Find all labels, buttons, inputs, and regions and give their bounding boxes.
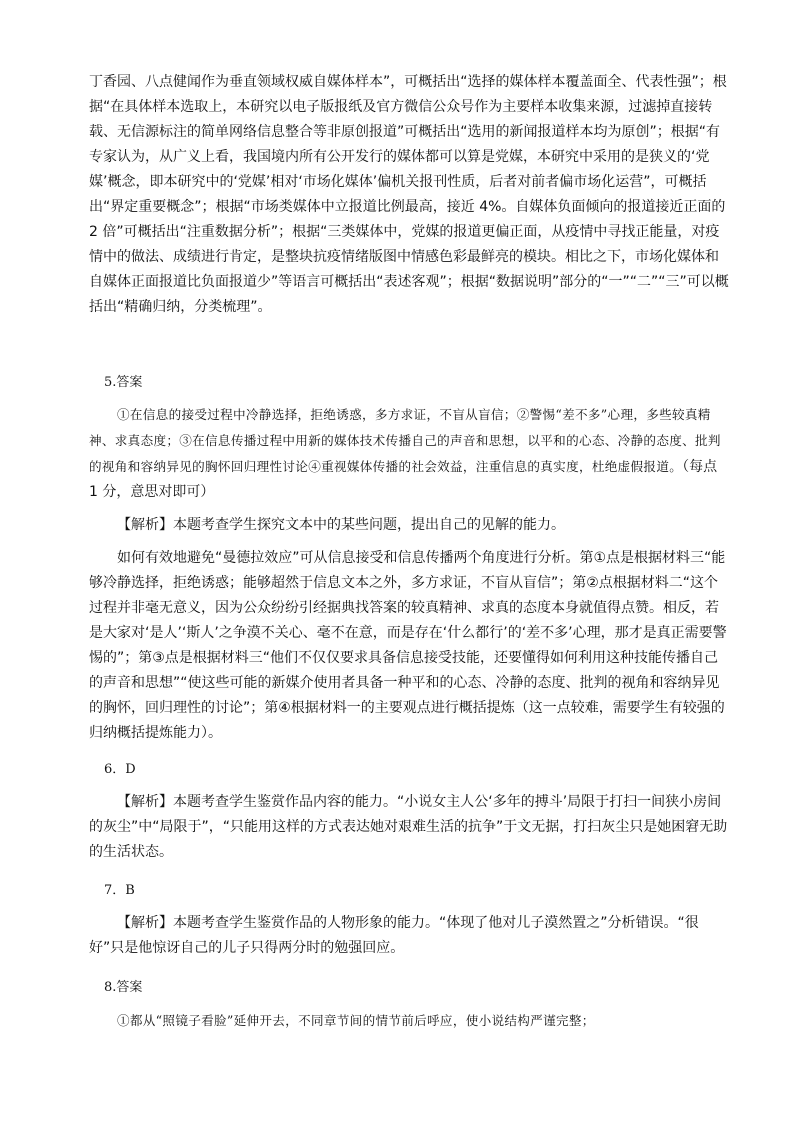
paragraph-methods-summary: 丁香园、八点健闻作为垂直领域权威自媒体样本”，可概括出“选择的媒体样本覆盖面全、代表性强”；根据“在具体样本选取上，本研究以电子版报纸及官方微信公众号作为主要样本收集来源，过滤掉直接转载、无信源标注的简单网络信息整合等非原创报道”可概括出“选用的新闻报道样本均为原创”；根据“有专家认为，从广义上看，我国境内所有公开发行的媒体都可以算是党媒，本研究中采用的是狭义的‘党媒’概念，即本研究中的‘党媒’相对‘市场化媒体’偏机关报刊性质，后者对前者偏市场化运营”，可概括出“界定重要概念”；根据“市场类媒体中立报道比例最高，接近 4%。自媒体负面倾向的报道接近正面的 2 倍”可概括出“注重数据分析”；根据“三类媒体中，党媒的报道更偏正面，从疫情中寻找正能量，对疫情中的做法、成绩进行肯定，是整块抗疫情绪版图中情感色彩最鲜亮的模块。相比之下，市场化媒体和自媒体正面报道比负面报道少”等语言可概括出“表述客观”；根据“数据说明”部分的“一”“二”“三”可以概括出“精确归纳，分类梳理”。 (89, 74, 729, 315)
question-5-answer (89, 402, 729, 505)
question-5-score-note: （每点 1 分，意思对即可） (89, 459, 718, 500)
question-7-answer: 7．B (104, 883, 135, 898)
question-8-answer: ①都从“照镜子看脸”延伸开去，不同章节间的情节前后呼应，使小说结构严谨完整； (117, 1013, 595, 1028)
question-6-answer: 6．D (104, 762, 136, 777)
question-5-answer-text: ①在信息的接受过程中冷静选择，拒绝诱惑，多方求证，不盲从盲信；②警惕“差不多”心理，多些较真精神、求真态度；③在信息传播过程中用新的媒体技术传播自己的声音和思想，以平和的心态、冷静的态度、批判的视角和容纳异见的胸怀回归理性讨论④重视媒体传播的社会效益，注重信息的真实度，杜绝虚假报道。 (89, 407, 721, 474)
question-5-analysis-intro: 【解析】本题考查学生探究文本中的某些问题，提出自己的见解的能力。 (117, 517, 565, 533)
question-8-heading: 8.答案 (104, 980, 143, 995)
question-5-heading: 5.答案 (104, 375, 143, 390)
question-5-analysis-body: 如何有效地避免“曼德拉效应”可从信息接受和信息传播两个角度进行分析。第①点是根据材料三“能够冷静选择，拒绝诱惑；能够超然于信息文本之外，多方求证，不盲从盲信”；第②点根据材料二“这个过程并非毫无意义，因为公众纷纷引经据典找答案的较真精神、求真的态度本身就值得点赞。相反，若是大家对‘是人’‘斯人’之争漠不关心、毫不在意，而是存在‘什么都行’的‘差不多’心理，那才是真正需要警惕的”；第③点是根据材料三“他们不仅仅要求具备信息接受技能，还要懂得如何利用这种技能传播自己的声音和思想”“使这些可能的新媒介使用者具备一种平和的心态、冷静的态度、批判的视角和容纳异见的胸怀，回归理性的讨论”；第④根据材料一的主要观点进行概括提炼（这一点较难，需要学生有较强的归纳概括提炼能力）。 (89, 550, 727, 741)
question-6-analysis: 【解析】本题考查学生鉴赏作品内容的能力。“小说女主人公‘多年的搏斗’局限于打扫一间狭小房间的灰尘”中“局限于”，“只能用这样的方式表达她对艰难生活的抗争”于文无据，打扫灰尘只是她困窘无助的生活状态。 (89, 794, 728, 860)
question-7-analysis: 【解析】本题考查学生鉴赏作品的人物形象的能力。“体现了他对儿子漠然置之”分析错误。“很好”只是他惊讶自己的儿子只得两分时的勉强回应。 (89, 915, 699, 956)
